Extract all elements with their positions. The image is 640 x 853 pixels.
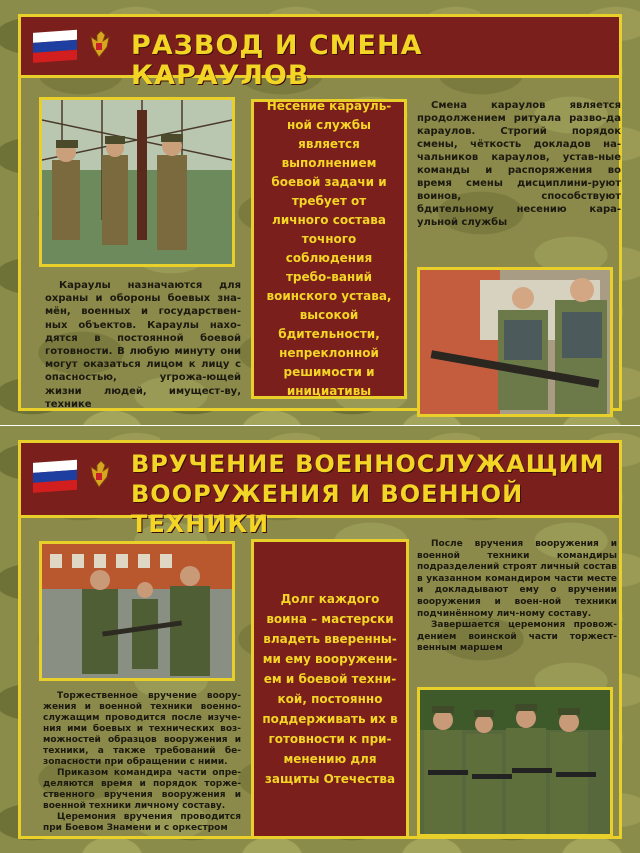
poster-guard-change-panel	[18, 14, 622, 411]
soldiers-in-formation-photo	[417, 687, 613, 837]
poster-guard-change-banner	[21, 17, 619, 91]
weapons-presentation-right-text-p2: Завершается церемония провож-дением воинской части торжест-венным маршем	[417, 620, 617, 654]
soldier-duty-center-text-box	[251, 539, 409, 839]
soldiers-with-rifle-photo	[417, 267, 613, 417]
poster-guard-change-title: РАЗВОД И СМЕНА КАРАУЛОВ	[131, 30, 423, 91]
guard-duty-center-text-box	[251, 99, 407, 399]
weapons-presentation-left-text-p1: Торжественное вручение воору-жения и военной техники военно-служащим проводится после изуче-ния ими боевых и технических воз-можностей образцов вооружения и техники, а также требований бе-зопасности при обращении с ними.	[43, 691, 241, 767]
guard-duty-center-text: Несение карауль-ной службы является выполнением боевой задачи и требует от личного состава точного соблюдения требо-ваний воинского устава, высокой бдительности, непреклонной решимости и инициативы	[266, 99, 392, 398]
weapons-presentation-left-text-p3: Церемония вручения проводится при Боевом Знамени и с оркестром	[43, 812, 241, 833]
soldier-duty-center-text: Долг каждого воина – мастерски владеть вверенны-ми ему вооружени-ем и боевой техни-кой, постоянно поддерживать их в готовности к при-менению для защиты Отечества	[262, 592, 398, 786]
poster-weapons-title-line1: ВРУЧЕНИЕ ВОЕННОСЛУЖАЩИМ	[131, 450, 605, 478]
guard-change-right-text: Смена караулов является продолжением ритуала разво-да караулов. Строгий порядок смены, чёткость докладов на-чальников караулов, устав-ные команды и распоряжения во время смены дисциплини-руют воинов, способствуют бдительному несению кара-ульной службы	[417, 100, 621, 228]
poster-weapons-presentation-panel	[18, 440, 622, 839]
poster-weapons-presentation-banner	[21, 443, 619, 538]
weapons-presentation-right-text-p1: После вручения вооружения и военной техники командиры подразделений строят личный состав в указанном командиром части месте и докладывают ему о вручении вооружения и воен-ной техники подчинённому лич-ному составу.	[417, 539, 617, 619]
poster-weapons-presentation	[0, 426, 640, 853]
weapon-handover-photo	[39, 541, 235, 681]
flag-emblem-icon	[31, 455, 111, 499]
poster-guard-change	[0, 0, 640, 425]
weapons-presentation-right-text	[417, 539, 617, 655]
weapons-presentation-left-text-p2: Приказом командира части опре-деляются время и порядок торже-ственного вручения вооружения и военной техники личному составу.	[43, 768, 241, 811]
guard-assignment-left-text: Караулы назначаются для охраны и обороны боевых зна-мён, военных и государствен-ных объектов. Караулы нахо-дятся в постоянной боевой готовности. В любую минуту они могут оказаться лицом к лицу с опасностью, угрожа-ющей жизни людей, имущест-ву, технике	[45, 280, 241, 410]
guards-at-fence-photo	[39, 97, 235, 267]
poster-weapons-title-line2: ВООРУЖЕНИЯ И ВОЕННОЙ ТЕХНИКИ	[131, 480, 524, 538]
flag-emblem-icon	[31, 25, 111, 69]
weapons-presentation-left-text	[43, 691, 241, 834]
